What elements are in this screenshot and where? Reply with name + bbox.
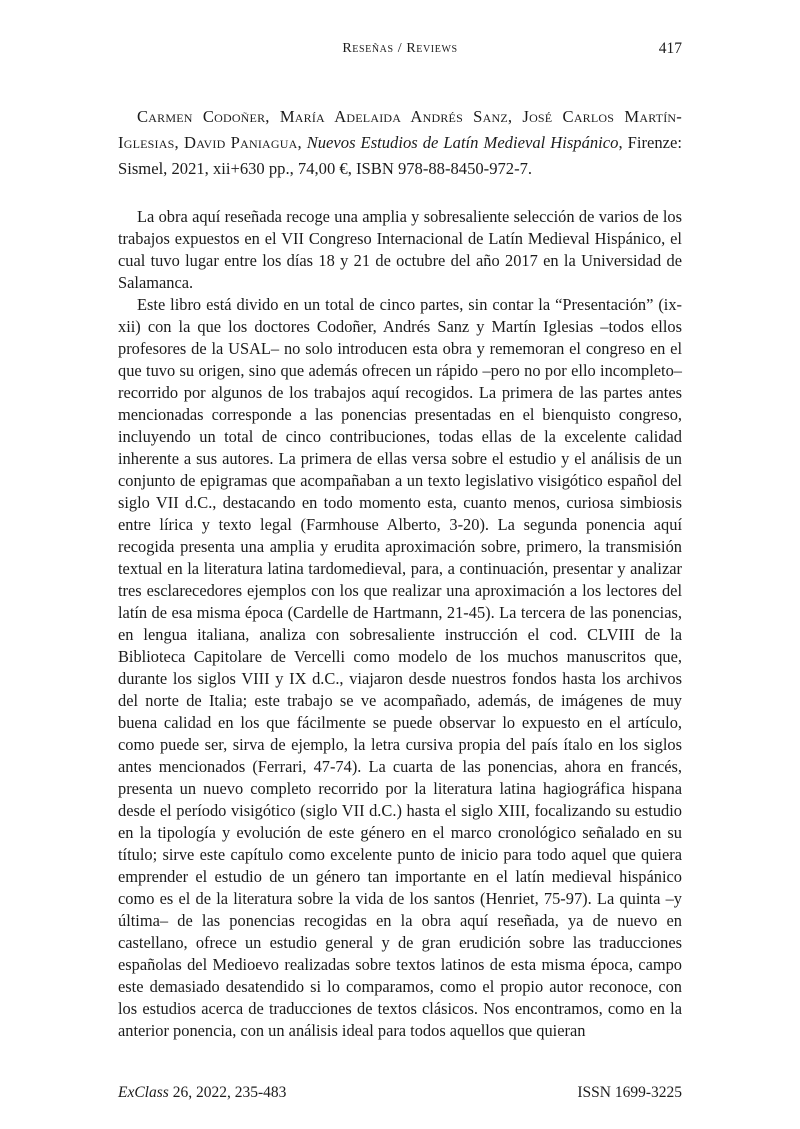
journal-name: ExClass <box>118 1084 169 1101</box>
page-header <box>118 41 682 63</box>
citation-publication-info: , Firenze: Sismel, 2021, xii+630 pp., 74,00 €, ISBN 978-88-8450-972-7. <box>118 133 683 178</box>
journal-volume-info <box>118 1084 286 1102</box>
journal-volume-pages: 26, 2022, 235-483 <box>168 1084 287 1101</box>
page-footer <box>118 1084 682 1102</box>
citation-authors: Carmen Codoñer, María Adelaida Andrés Sanz, José Carlos Martín-Iglesias, David Paniagua <box>118 107 682 152</box>
review-paragraph-2: Este libro está divido en un total de cinco partes, sin contar la “Presentación” (ix-xii) con la que los doctores Codoñer, Andrés Sanz y Martín Iglesias –todos ellos profesores de la USAL– no solo introducen esta obra y rememoran el congreso en el que tuvo su origen, sino que además ofrecen un rápido –pero no por ello incompleto– recorrido por algunos de los trabajos aquí recogidos. La primera de las partes antes mencionadas corresponde a las ponencias presentadas en el bienquisto congreso, incluyendo un total de cinco contribuciones, todas ellas de la excelente calidad inherente a sus autores. La primera de ellas versa sobre el estudio y el análisis de un conjunto de epigramas que acompañaban a un texto legislativo visigótico español del siglo VII d.C., destacando en todo momento esta, cuanto menos, curiosa simbiosis entre lírica y texto legal (Farmhouse Alberto, 3-20). La segunda ponencia aquí recogida presenta una amplia y erudita aproximación sobre, primero, la transmisión textual en la literatura latina tardomedieval, para, a continuación, presentar y analizar tres esclarecedores ejemplos con los que realizar una aproximación a los lectores del latín de esa misma época (Cardelle de Hartmann, 21-45). La tercera de las ponencias, en lengua italiana, analiza con sobresaliente instrucción el cod. CLVIII de la Biblioteca Capitolare de Vercelli como modelo de los muchos manuscritos que, durante los siglos VIII y IX d.C., viajaron desde nuestros fondos hasta los archivos del norte de Italia; este trabajo se ve acompañado, además, de imágenes de muy buena calidad en los que fácilmente se puede observar lo expuesto en el artículo, como puede ser, sirva de ejemplo, la letra cursiva propia del país ítalo en los siglos antes mencionados (Ferrari, 47-74). La cuarta de las ponencias, ahora en francés, presenta un nuevo completo recorrido por la literatura latina hagiográfica hispana desde el período visigótico (siglo VII d.C.) hasta el siglo XIII, focalizando su estudio en la tipología y evolución de este género en el marco cronológico señalado en su título; sirve este capítulo como excelente punto de inicio para todo aquel que quiera emprender el estudio de un género tan importante en el latín medieval hispánico como es el de la literatura sobre la vida de los santos (Henriet, 75-97). La quinta –y última– de las ponencias recogidas en la obra aquí reseñada, ya de nuevo en castellano, ofrece un estudio general y de gran erudición sobre las traducciones españolas del Medioevo realizadas sobre textos latinos de esta misma época, campo este demasiado desatendido si lo comparamos, como el propio autor reconoce, con los estudios acerca de traducciones de textos clásicos. Nos encontramos, como en la anterior ponencia, con un análisis ideal para todos aquellos que quieran <box>118 295 682 1040</box>
review-content <box>118 104 682 1042</box>
citation-paragraph <box>118 104 682 182</box>
running-head-title: Reseñas / Reviews <box>342 41 458 56</box>
page-number: 417 <box>658 40 682 57</box>
review-paragraph-1: La obra aquí reseñada recoge una amplia y sobresaliente selección de varios de los trabajos expuestos en el VII Congreso Internacional de Latín Medieval Hispánico, el cual tuvo lugar entre los días 18 y 21 de octubre del año 2017 en la Universidad de Salamanca. <box>118 207 682 292</box>
citation-book-title: Nuevos Estudios de Latín Medieval Hispánico <box>306 133 619 152</box>
citation-separator: , <box>297 133 307 152</box>
issn-number: ISSN 1699-3225 <box>577 1084 682 1101</box>
